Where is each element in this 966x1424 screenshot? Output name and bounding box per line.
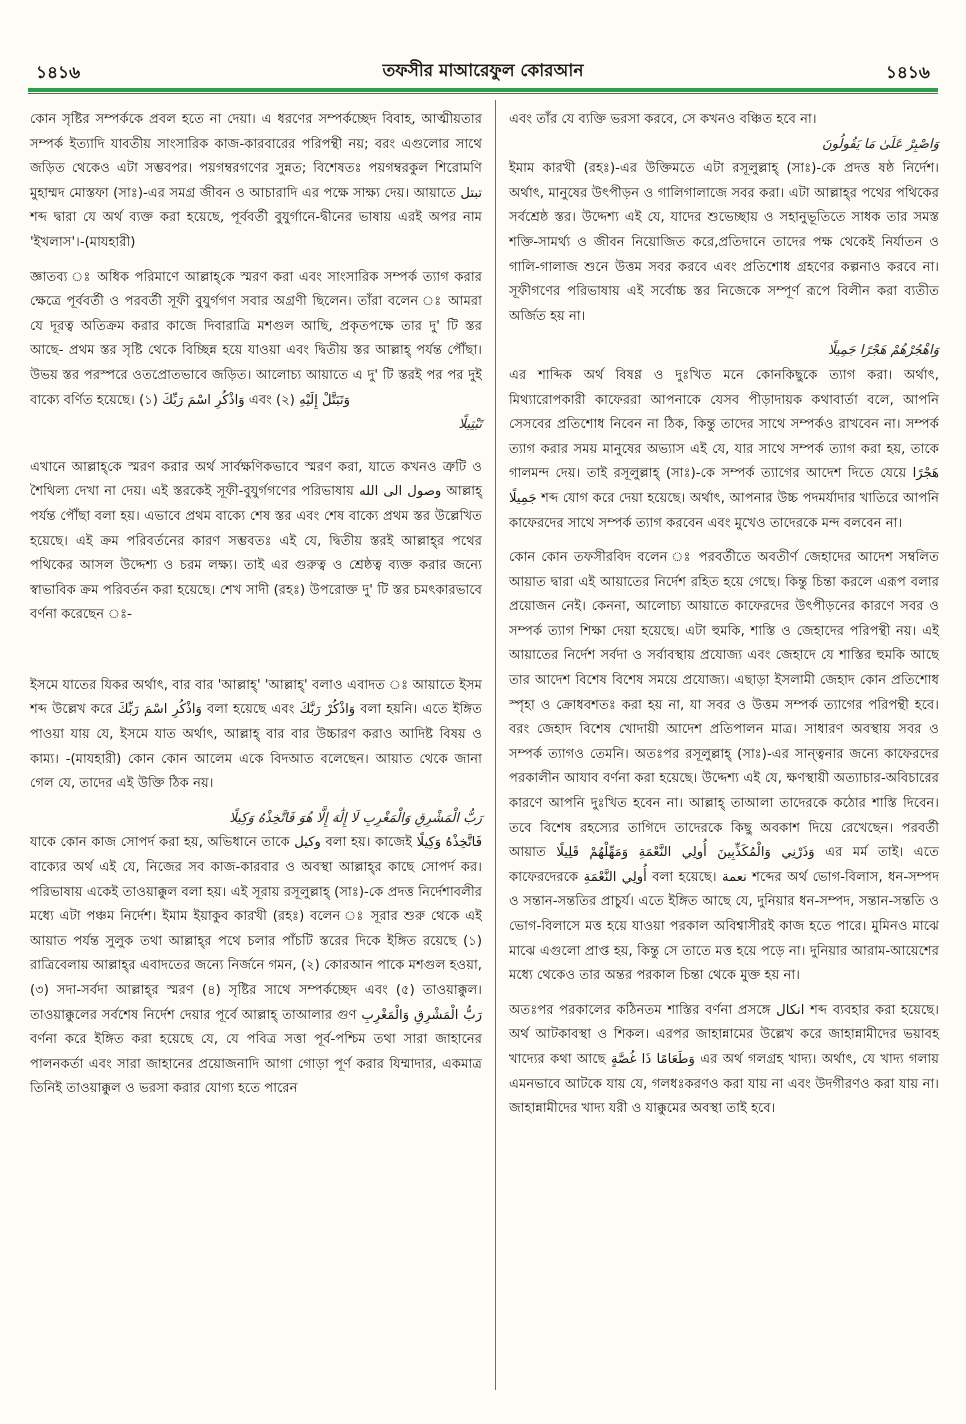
left-paragraph-5: যাকে কোন কাজ সোপর্দ করা হয়, অভিধানে তাকে وكيل বলা হয়। কাজেই فَاتَّخِذْهُ وَكِيلًا বাক্যের অর্থ এই যে, নিজের সব কাজ-কারবার ও অবস্থা আল্লাহ্‌র কাছে সোপর্দ কর। পরিভাষায় একেই তাওয়াক্কুল বলা হয়। এই সূরায় রসূলুল্লাহ্ (সাঃ)-কে প্রদত্ত নির্দেশাবলীর মধ্যে এটা পঞ্চম নির্দেশ। ইমাম ইয়াকুব কারখী (রহঃ) বলেন ঃ সূরার শুরু থেকে এই আয়াত পর্যন্ত সুলুক তথা আল্লাহ্‌র পথে চলার পাঁচটি স্তরের দিকে ইঙ্গিত রয়েছে (১) রাত্রিবেলায় আল্লাহ্‌র এবাদতের জন্যে নির্জনে গমন, (২) কোরআন পাকে মশগুল হওয়া, (৩) সদা-সর্বদা আল্লাহ্‌র স্মরণ (৪) সৃষ্টির সাথে সম্পর্কচ্ছেদ এবং (৫) তাওয়াক্কুল। তাওয়াক্কুলের সর্বশেষ নির্দেশ দেয়ার পূর্বে আল্লাহ্ তাআলার গুণ رَبُّ الْمَشْرِقِ وَالْمَغْرِبِ বর্ণনা করে ইঙ্গিত করা হয়েছে যে, যে পবিত্র সত্তা পূর্ব-পশ্চিম তথা সারা জাহানের পালনকর্তা এবং সারা জাহানের প্রয়োজনাদি আগা গোড়া পূর্ণ করার যিম্মাদার, একমাত্র তিনিই তাওয়াক্কুল ও ভরসা করার যোগ্য হতে পারেন	[30, 835, 482, 1097]
right-arabic-wahjurhum: وَاهْجُرْهُمْ هَجْرًا جَمِيلًا	[828, 343, 939, 359]
right-paragraph-4: কোন কোন তফসীরবিদ বলেন ঃ পরবর্তীতে অবতীর্ণ জেহাদের আদেশ সম্বলিত আয়াত দ্বারা এই আয়াতের নির্দেশ রহিত হয়ে গেছে। কিন্তু চিন্তা করলে এরূপ বলার প্রয়োজন নেই। কেননা, আলোচ্য আয়াতে কাফেরদের উৎপীড়নের কারণে সবর ও সম্পর্ক ত্যাগ শিক্ষা দেয়া হয়েছে। এটা হুমকি, শাস্তি ও জেহাদের পরিপন্থী নয়। এই আয়াতের নির্দেশ সর্বদা ও সর্বাবস্থায় প্রযোজ্য এবং জেহাদে যে শাস্তির হুমকি আছে তার আদেশ বিশেষ বিশেষ সময়ে প্রযোজ্য। এছাড়া ইসলামী জেহাদ কোন প্রতিশোধ স্পৃহা ও ক্রোধবশতঃ করা হয় না, যা সবর ও উত্তম সম্পর্ক ত্যাগের পরিপন্থী হবে। বরং জেহাদ বিশেষ খোদায়ী আদেশ প্রতিপালন মাত্র। সাধারণ অবস্থায় সবর ও সম্পর্ক ত্যাগও তেমনি। অতঃপর রসূলুল্লাহ্ (সাঃ)-এর সান্ত্বনার জন্যে কাফেরদের পরকালীন আযাব বর্ণনা করা হয়েছে। উদ্দেশ্য এই যে, ক্ষণস্থায়ী অত্যাচার-অবিচারের কারণে আপনি দুঃখিত হবেন না। আল্লাহ্ তাআলা তাদেরকে কঠোর শাস্তি দিবেন। তবে বিশেষ রহস্যের তাগিদে তাদেরকে কিছু অবকাশ দিয়ে রেখেছেন। পরবর্তী আয়াত وَذَرْنِي وَالْمُكَذِّبِينَ أُولِي النَّعْمَةِ وَمَهِّلْهُمْ قَلِيلًا এর মর্ম তাই। এতে কাফেরদেরকে أُولِي النَّعْمَةِ বলা হয়েছে। نعمة শব্দের অর্থ ভোগ-বিলাস, ধন-সম্পদ ও সন্তান-সন্ততির প্রাচুর্য। এতে ইঙ্গিত আছে যে, দুনিয়ার ধন-সম্পদ, সন্তান-সন্ততি ও ভোগ-বিলাসে মত্ত হয়ে যাওয়া পরকাল অবিশ্বাসীরই কাজ হতে পারে। মুমিনও মাঝে মাঝে এগুলো প্রাপ্ত হয়, কিন্তু সে তাতে মত্ত হয়ে পড়ে না। দুনিয়ার আরাম-আয়েশের মধ্যে থেকেও তার অন্তর পরকাল চিন্তা থেকে মুক্ত হয় না।	[509, 550, 940, 984]
right-paragraph-5: অতঃপর পরকালের কঠিনতম শাস্তির বর্ণনা প্রসঙ্গে انكال শব্দ ব্যবহার করা হয়েছে। অর্থ আটকাবস্থা ও শিকল। এরপর জাহান্নামের উল্লেখ করে জাহান্নামীদের ভয়াবহ খাদ্যের কথা আছে وَطَعَامًا ذَا غُصَّةٍ এর অর্থ গলগ্রহ খাদ্য। অর্থাৎ, যে খাদ্য গলায় এমনভাবে আটকে যায় যে, গলধঃকরণও করা যায় না এবং উদগীরণও করা যায় না। জাহান্নামীদের খাদ্য যরী ও যাক্কুমের অবস্থা তাই হবে।	[509, 1002, 939, 1117]
left-paragraph-3: এখানে আল্লাহ্‌কে স্মরণ করার অর্থ সার্বক্ষণিকভাবে স্মরণ করা, যাতে কখনও ত্রুটি ও শৈথিল্য দেখা না দেয়। এই স্তরকেই সূফী-বুযুর্গগণের পরিভাষায় وصول الى الله আল্লাহ্ পর্যন্ত পৌঁছা বলা হয়। এভাবে প্রথম বাক্যে শেষ স্তর এবং শেষ বাক্যে প্রথম স্তর উল্লেখিত হয়েছে। এই ক্রম পরিবর্তনের কারণ সম্ভবতঃ এই যে, দ্বিতীয় স্তরই আল্লাহ্‌র পথের পথিকের আসল উদ্দেশ্য ও চরম লক্ষ্য। তাই এর গুরুত্ব ও শ্রেষ্ঠত্ব ব্যক্ত করার জন্যে স্বাভাবিক ক্রম পরিবর্তন করা হয়েছে। শেখ সাদী (রহঃ) উপরোক্ত দু' টি স্তর চমৎকারভাবে বর্ণনা করেছেন ঃ-	[30, 459, 483, 623]
left-arabic-tabtila: تَبْتِيلًا	[458, 417, 482, 433]
page-number-left: ১৪১৬	[36, 63, 81, 83]
right-paragraph-1: এবং তাঁর যে ব্যক্তি ভরসা করবে, সে কখনও বঞ্চিত হবে না।	[509, 112, 817, 127]
left-paragraph-2: জ্ঞাতব্য ঃ অধিক পরিমাণে আল্লাহ্‌কে স্মরণ করা এবং সাংসারিক সম্পর্ক ত্যাগ করার ক্ষেত্রে পূর্ববর্তী ও পরবর্তী সূফী বুযুর্গগণ সবার অগ্রণী ছিলেন। তাঁরা বলেন ঃ আমরা যে দূরত্ব অতিক্রম করার কাজে দিবারাত্রি মশগুল আছি, প্রকৃতপক্ষে তার দু' টি স্তর আছে- প্রথম স্তর সৃষ্টি থেকে বিচ্ছিন্ন হয়ে যাওয়া এবং দ্বিতীয় স্তর আল্লাহ্ পর্যন্ত পৌঁছা। উভয় স্তর পরস্পরে ওতপ্রোতভাবে জড়িত। আলোচ্য আয়াতে এ দু' টি স্তরই পর পর দুই বাক্যে বর্ণিত হয়েছে। (১) وَاذْكُرِ اسْمَ رَبِّكَ এবং (২) وَتَبَتَّلْ إِلَيْهِ	[30, 269, 482, 408]
left-arabic-rabbul-mashriq: رَبُّ الْمَشْرِقِ وَالْمَغْرِبِ لَا إِلَٰهَ إِلَّا هُوَ فَاتَّخِذْهُ وَكِيلًا	[229, 810, 482, 826]
page-number-right: ১৪১৬	[885, 63, 930, 83]
column-divider	[495, 100, 496, 1390]
header-rule-green	[28, 88, 938, 92]
right-paragraph-2: ইমাম কারখী (রহঃ)-এর উক্তিমতে এটা রসূলুল্লাহ্ (সাঃ)-কে প্রদত্ত ষষ্ঠ নির্দেশ। অর্থাৎ, মানুষের উৎপীড়ন ও গালিগালাজে সবর করা। এটা আল্লাহ্‌র পথের পথিকের সর্বশ্রেষ্ঠ স্তর। উদ্দেশ্য এই যে, যাদের শুভেচ্ছায় ও সহানুভূতিতে সাধক তার সমস্ত শক্তি-সামর্থ্য ও জীবন নিয়োজিত করে,প্রতিদানে তাদের পক্ষ থেকেই নির্যাতন ও গালি-গালাজ শুনে উত্তম সবর করবে এবং প্রতিশোধ গ্রহণের কল্পনাও করবে না। সূফীগণের পরিভাষায় এই সর্বোচ্চ স্তর নিজেকে সম্পূর্ণ রূপে বিলীন করা ব্যতীত অর্জিত হয় না।	[509, 161, 939, 324]
book-title: তফসীর মাআরেফুল কোরআন	[382, 61, 584, 81]
right-arabic-wasbir: وَاصْبِرْ عَلَىٰ مَا يَقُولُونَ	[821, 136, 939, 152]
page-header	[28, 56, 938, 86]
right-paragraph-3: এর শাব্দিক অর্থ বিষণ্ণ ও দুঃখিত মনে কোনকিছুকে ত্যাগ করা। অর্থাৎ, মিথ্যারোপকারী কাফেররা আপনাকে যেসব পীড়াদায়ক কথাবার্তা বলে, আপনি সেসবের প্রতিশোধ নিবেন না ঠিক, কিন্তু তাদের সাথে সম্পর্কও রাখবেন না। সম্পর্ক ত্যাগ করার সময় মানুষের অভ্যাস এই যে, যার সাথে সম্পর্ক ত্যাগ করা হয়, তাকে গালমন্দ দেয়। তাই রসূলুল্লাহ্ (সাঃ)-কে সম্পর্ক ত্যাগের আদেশ দিতে যেয়ে هَجْرًا جَمِيلًا শব্দ যোগ করে দেয়া হয়েছে। অর্থাৎ, আপনার উচ্চ পদমর্যাদার খাতিরে আপনি কাফেরদের সাথে সম্পর্ক ত্যাগ করবেন এবং মুখেও তাদেরকে মন্দ বলবেন না।	[509, 367, 939, 531]
right-column	[509, 108, 939, 1122]
left-paragraph-4: ইসমে যাতের যিকর অর্থাৎ, বার বার 'আল্লাহ্' 'আল্লাহ্' বলাও এবাদত ঃ আয়াতে ইসম শব্দ উল্লেখ করে وَاذْكُرِ اسْمَ رَبِّكَ বলা হয়েছে এবং وَاذْكُرْ رَبَّكَ বলা হয়নি। এতে ইঙ্গিত পাওয়া যায় যে, ইসমে যাত অর্থাৎ, আল্লাহ্ বার বার উচ্চারণ করাও আদিষ্ট বিষয় ও কাম্য। -(মাযহারী) কোন কোন আলেম একে বিদআত বলেছেন। আয়াত থেকে জানা গেল যে, তাদের এই উক্তি ঠিক নয়।	[30, 677, 482, 792]
header-rule-dark	[28, 93, 938, 94]
left-paragraph-1: কোন সৃষ্টির সম্পর্ককে প্রবল হতে না দেয়া। এ ধরণের সম্পর্কচ্ছেদ বিবাহ, আত্মীয়তার সম্পর্ক ইত্যাদি যাবতীয় সাংসারিক কাজ-কারবারের পরিপন্থী নয়; বরং এগুলোর সাথে জড়িত থেকেও এটা সম্ভবপর। পয়গম্বরগণের সুন্নত; বিশেষতঃ পয়গম্বরকুল শিরোমণি মুহাম্মদ মোস্তফা (সাঃ)-এর সমগ্র জীবন ও আচারাদি এর পক্ষে সাক্ষ্য দেয়। আয়াতে تبتل শব্দ দ্বারা যে অর্থ ব্যক্ত করা হয়েছে, পূর্ববর্তী বুযুর্গানে-দ্বীনের ভাষায় এরই অপর নাম 'ইখলাস'।-(মাযহারী)	[30, 112, 482, 250]
left-column	[30, 108, 482, 1102]
